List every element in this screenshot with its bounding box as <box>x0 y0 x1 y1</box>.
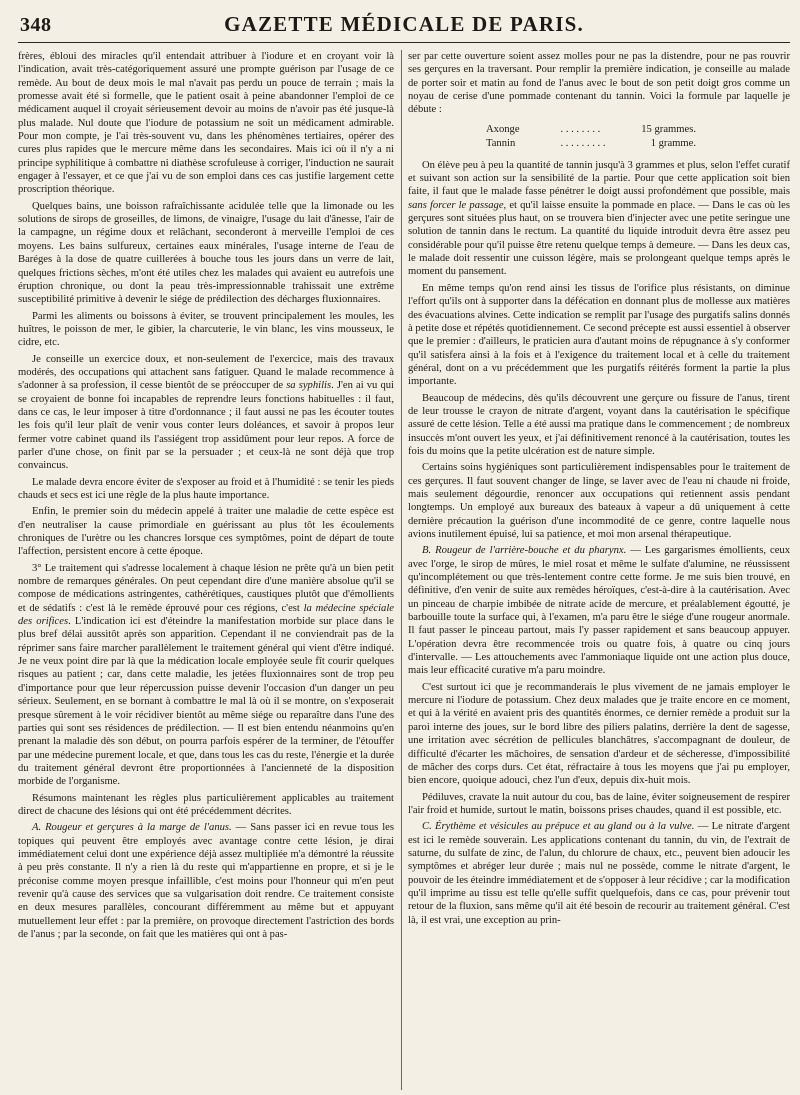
italic-run: sa syphilis <box>286 380 332 392</box>
page-number: 348 <box>20 14 52 36</box>
ingredient-qty: 1 gramme. <box>650 137 696 149</box>
paragraph: Certains soins hygiéniques sont particulièrement indispensables pour le traitement de ces gerçures. Il faut souvent changer de linge, se laver avec de l'eau ni chaude ni froide, mais seulement dégourdie, renoncer aux occupations qui retiennent assis pendant longtemps. Un employé aux bureaux des bateaux à vapeur a dû uniquement à cette dernière précaution la guérison d'une incommodité de ce genre, contre laquelle nous avions inutilement épuisé, lui sa patience, et moi mon arsenal thérapeutique. <box>408 462 790 540</box>
paragraph <box>18 353 394 473</box>
text-run: — Sans passer ici en revue tous les topiques qui peuvent être employés avec avantage contre cette lésion, je dirai immédiatement celui dont une expérience déjà assez multipliée m'a démontré la réussite à peu près constante. Il n'y a rien là du reste qui m'appartienne en propre, et si je le préconise comme moyen presque infaillible, c'est moins pour l'honneur qui m'en peut revenir qu'à cause des services que sa vulgarisation doit rendre. Ce traitement consiste en deux mesures parallèles, concourant différemment au même but et appuyant mutuellement leur effet : par la première, on provoque directement l'astriction des bords de l'anus ; par la seconde, on fait que les matières qui ont à pas- <box>18 822 394 940</box>
section-c-paragraph <box>408 820 790 927</box>
text-run: — Les gargarismes émollients, ceux avec l'orge, le sirop de mûres, le miel rosat et même le sulfate d'alumine, ne réussissent qu'incomplétement ou que très-lentement contre cette forme. Je me suis bien trouvé, en définitive, d'en venir de suite aux remèdes héroïques, c'est-à-dire à la cautérisation. Avec un pinceau de charpie imbibée de nitrate acide de mercure, et préalablement égoutté, je barbouille toute la surface qui, à l'examen, m'a paru être le siége d'une rougeur anormale. Il faut passer le pinceau partout, mais l'y passer rapidement et sans beaucoup appuyer. L'opération devra être recommencée trois ou quatre fois, à quatre ou cinq jours d'intervalle. — Les attouchements avec l'ammoniaque liquide ont une action plus douce, mais leur efficacité curative m'a paru moindre. <box>408 545 790 677</box>
paragraph: Beaucoup de médecins, dès qu'ils découvrent une gerçure ou fissure de l'anus, tirent de leur trousse le crayon de nitrate d'argent, voyant dans la cautérisation le spécifique assuré de cette lésion. Telle a été aussi ma pratique dans le commencement ; de nombreux insuccès m'ont ouvert les yeux, et j'ai définitivement renoncé à la cautérisation, toutes les fois du moins que la petite ulcération est de nature simple. <box>408 392 790 457</box>
formula-row <box>486 123 696 137</box>
paragraph: C'est surtout ici que je recommanderais le plus vivement de ne jamais employer le mercure ni l'iodure de potassium. Chez deux malades que je traite encore en ce moment, et qui à la vérité en avaient pris des quantités énormes, ce dernier remède a produit sur la paroi interne des joues, sur le bord libre des piliers palatins, derrière la dent de sagesse, une irritation avec sécrétion de pellicules blanchâtres, s'accompagnant de douleur, de difficulté d'écarter les mâchoires, de sensation d'ardeur et de sécheresse, d'impossibilité de mâcher des corps durs. Cet état, réfractaire à tous les moyens que j'ai pu employer, bien encore, quoique adouci, chez l'un d'eux, depuis dix-huit mois. <box>408 681 790 787</box>
ingredient-name: Tannin <box>486 137 516 149</box>
paragraph: Pédiluves, cravate la nuit autour du cou, bas de laine, éviter soigneusement de respirer l'air froid et humide, surtout le matin, boissons prises chaudes, quand il est possible, etc. <box>408 791 790 816</box>
leader-dots: . . . . . . . . <box>560 123 601 135</box>
paragraph: En même temps qu'on rend ainsi les tissus de l'orifice plus résistants, on diminue l'effort qu'ils ont à supporter dans la défécation en donnant plus de mollesse aux matières des évacuations alvines. Cette indication se remplit par l'usage des purgatifs salins donnés à petite dose et répétés quotidiennement. Ce second précepte est aussi essentiel à observer que le premier : d'ailleurs, le praticien aura d'autant moins de répugnance à s'y conformer qu'il satisfera ainsi à la fois et à l'exigence du traitement local et à celle du traitement général, dont on a vu précédemment que les purgatifs réitérés forment la partie la plus importante. <box>408 282 790 388</box>
text-run: . J'en ai vu qui se croyaient de bonne foi incapables de reprendre leurs fonctions habituelles : il faut, dans ce cas, le leur imposer à titre d'ordonnance ; il faut aussi ne pas les écouter toutes les fois qu'il leur plaît de venir vous conter leurs doléances, et savoir à propos leur fermer votre cabinet quand ils l'assiégent trop assidûment pour leur repos. A force de parler d'une chose, on finit par se la persuader ; et ceux-là ne sont déjà que trop convaincus. <box>18 380 394 472</box>
section-heading: B. Rougeur de l'arrière-bouche et du pharynx. <box>422 545 627 557</box>
right-column <box>408 50 790 1090</box>
column-divider <box>401 50 402 1090</box>
text-run: , et qu'il laisse ensuite la pommade en place. — Dans le cas où les gerçures sont situées plus haut, on se trouvera bien d'injecter avec une petite seringue une solution de tannin dans le rectum. La quantité du liquide introduit devra être assez peu considérable pour qu'il puisse être retenu quelque temps à demeure. — Dans les deux cas, le malade doit ressentir une cuisson légère, mais se prolongeant quelque temps après le moment du pansement. <box>408 199 790 278</box>
text-run: Je conseille un exercice doux, et non-seulement de l'exercice, mais des travaux modérés, des occupations qui attachent sans fatiguer. Quand le malade recommence à s'adonner à sa profession, il cesse bientôt de se préoccuper de <box>18 353 394 392</box>
section-heading: A. Rougeur et gerçures à la marge de l'anus. <box>32 822 232 834</box>
paragraph: frères, ébloui des miracles qu'il entendait attribuer à l'iodure et en croyant voir là l'indication, avait très-catégoriquement assuré une prompte guérison par l'usage de ce remède. Au bout de deux mois le mal n'avait pas perdu un pouce de terrain ; mais la promesse avait été si formelle, que le patient osait à peine abandonner l'emploi de ce médicament auquel il croyait sérieusement devoir au moins de n'avoir pas été jusque-là plus malade. Nul doute que l'iodure de potassium ne soit un médicament admirable. Pour mon compte, je l'ai très-souvent vu, dans les phénomènes tertiaires, opérer des cures plus rapides que le mercure même dans les secondaires. Mais ici où il n'y a ni principe syphilitique à combattre ni diathèse scrofuleuse à corriger, l'induction ne saurait engager à l'essayer, et ce que j'ai vu de son emploi dans ces cas justifie largement cette proscription théorique. <box>18 51 394 196</box>
section-a-paragraph <box>18 821 394 941</box>
text-run: . L'indication ici est d'éteindre la manifestation morbide sur place dans le plus bref délai aussitôt après son apparition. Cependant il ne conviendrait pas de la réprimer sans faire marcher parallèlement le traitement général qui vient d'être indiqué. Je ne veux point dire par là que la médication locale employée seule fît courir quelques risques au patient ; car, dans cette maladie, les jetées fluxionnaires sont de trop peu d'importance pour que leur répercussion puisse devenir l'occasion d'un danger un peu sérieux. Seulement, en se bornant à combattre le mal là où il se montre, on s'exposerait presque sûrement à le voir récidiver bientôt au même siége ou reparaître dans l'une des parties qui sont ses résidences de prédilection. — Il est bien entendu néanmoins qu'en prenant la maladie dès son début, on pourra parfois espérer de la terminer, de l'étouffer par une médecine purement locale, et que, dans tous les cas du reste, l'énergie et la durée du traitement général devront être proportionnées à l'ancienneté de la disposition morbide de l'organisme. <box>18 616 394 788</box>
text-run: 3° Le traitement qui s'adresse localement à chaque lésion ne prête qu'à un bien petit nombre de remarques générales. On peut cependant dire d'une manière absolue qu'il se compose de médications astringentes, cathérétiques, caustiques plutôt que d'émollients et de sédatifs : c'est là le remède éprouvé pour ces régions, c'est <box>18 562 394 614</box>
formula <box>486 123 790 151</box>
paragraph <box>18 562 394 789</box>
paragraph: ser par cette ouverture soient assez molles pour ne pas la distendre, pour ne pas rouvrir ses gerçures en la traversant. Pour remplir la première indication, je conseille au malade de porter soir et matin au fond de l'anus avec le bout de son petit doigt gros comme un noyau de cerise d'une pommade contenant du tannin. Voici la formule par laquelle je débute : <box>408 51 790 116</box>
leader-dots: . . . . . . . . . <box>560 137 606 149</box>
paragraph: Quelques bains, une boisson rafraîchissante acidulée telle que la limonade ou les solutions de sirops de groseilles, de limons, de vinaigre, l'usage du lait d'ânesse, l'air de la campagne, un régime doux et relâchant, seconderont à merveille l'emploi de ces moyens. Les bains sulfureux, certaines eaux minérales, l'usage interne de l'eau de Baréges à la dose de quatre cuillerées à bouche tous les jours dans un verre de lait, quelques frictions sèches, m'ont été utiles chez les malades qui avaient eu autrefois une éruption chronique, ou dont la peau très-impressionnable trahissait une extrême susceptibilité primitive à devenir le siége de prédilection des décharges fluxionnaires. <box>18 200 394 306</box>
text-run: On élève peu à peu la quantité de tannin jusqu'à 3 grammes et plus, selon l'effet curatif et suivant son action sur la sensibilité de la partie. Pour que cette application soit bien faite, il faut que le malade fasse pénétrer le doigt aussi profondément que possible, mais <box>408 159 790 198</box>
italic-run: la médecine spéciale des orifices <box>18 602 394 628</box>
page-header <box>18 8 790 43</box>
paragraph <box>408 159 790 279</box>
section-b-paragraph <box>408 544 790 677</box>
text-run: — Le nitrate d'argent est ici le remède souverain. Les applications contenant du tannin, du vin, de l'extrait de saturne, du sulfate de zinc, de l'alun, du chlorure de chaux, etc., peuvent bien adoucir les symptômes et abréger leur durée ; mais nul ne possède, comme le nitrate d'argent, le pouvoir de les éteindre immédiatement et de s'opposer à leur récidive ; car la modification qu'il imprime au tissu est telle qu'elle suffit quelquefois, dans ce cas, pour prévenir tout retour de la fluxion, sans même qu'il ait été besoin de recourir au traitement général. C'est là, il est vrai, une exception au prin- <box>408 821 790 926</box>
paragraph: Parmi les aliments ou boissons à éviter, se trouvent principalement les moules, les huîtres, le poisson de mer, le gibier, la charcuterie, le vin blanc, les vins mousseux, le cidre, etc. <box>18 310 394 349</box>
paragraph: Le malade devra encore éviter de s'exposer au froid et à l'humidité : se tenir les pieds chauds et secs est ici une règle de la plus haute importance. <box>18 476 394 501</box>
ingredient-qty: 15 grammes. <box>641 123 696 135</box>
section-heading: C. Érythème et vésicules au prépuce et au gland ou à la vulve. <box>422 821 695 833</box>
left-column <box>18 50 394 1090</box>
italic-run: sans forcer le passage <box>408 199 504 211</box>
journal-title: GAZETTE MÉDICALE DE PARIS. <box>224 12 584 36</box>
ingredient-name: Axonge <box>486 123 520 135</box>
paragraph: Résumons maintenant les règles plus particulièrement applicables au traitement direct de chacune des lésions qui ont été précédemment décrites. <box>18 792 394 817</box>
formula-row <box>486 137 696 151</box>
paragraph: Enfin, le premier soin du médecin appelé à traiter une maladie de cette espèce est d'en neutraliser la cause primordiale en guérissant au plus tôt les écoulements chroniques de l'urètre ou les chancres lorsque ces symptômes, point de départ de toute l'affection, persistent encore à cette époque. <box>18 506 394 558</box>
